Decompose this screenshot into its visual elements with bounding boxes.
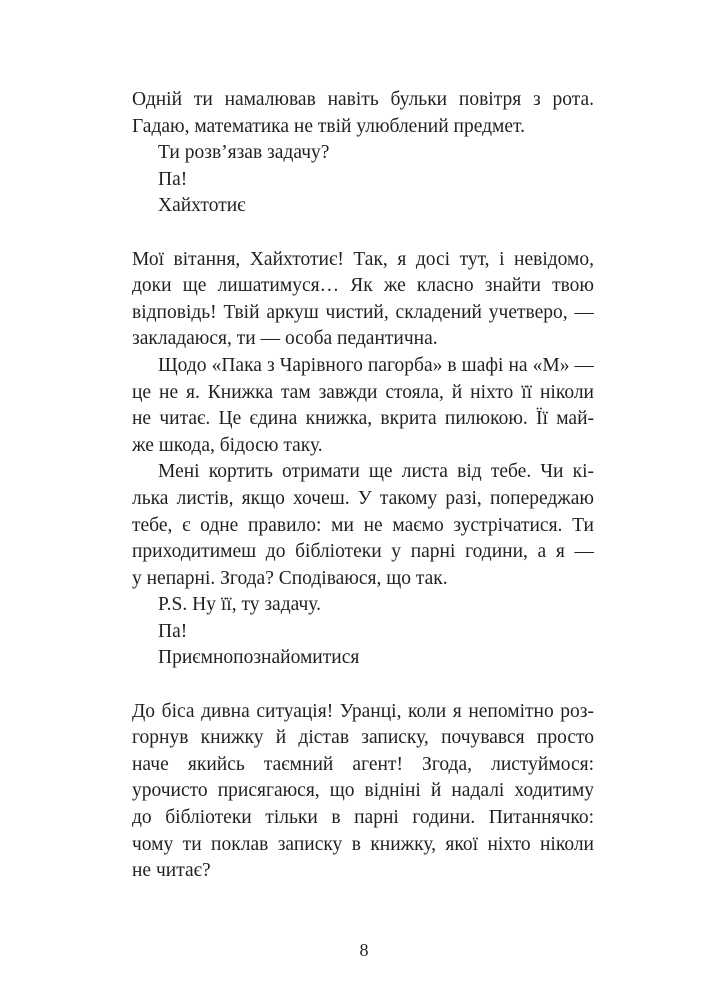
text-block xyxy=(132,699,594,885)
text-line: це не я. Книжка там завжди стояла, й ніхто її ніколи xyxy=(132,381,594,403)
text-line: лька листів, якщо хочеш. У такому разі, попереджаю xyxy=(132,487,594,509)
text-block xyxy=(132,87,594,220)
text-line: Мені кортить отримати ще листа від тебе. Чи кі- xyxy=(158,461,594,483)
page-number: 8 xyxy=(359,940,369,960)
text-line: Хайхтотиє xyxy=(158,195,246,217)
text-line: До біса дивна ситуація! Уранці, коли я непомітно роз- xyxy=(132,700,594,722)
text-line: Гадаю, математика не твій улюблений предмет. xyxy=(132,115,525,137)
text-line: P.S. Ну її, ту задачу. xyxy=(158,594,321,616)
text-line: Па! xyxy=(158,620,188,642)
text-line: відповідь! Твій аркуш чистий, складений учетверо, — xyxy=(132,301,594,323)
text-line: тебе, є одне правило: ми не маємо зустрічатися. Ти xyxy=(132,514,594,536)
text-line: доки ще лишатимуся… Як же класно знайти твою xyxy=(132,275,594,297)
page-body-text xyxy=(132,87,594,911)
text-line: не читає. Це єдина книжка, вкрита пилюкою. Її май- xyxy=(132,408,594,430)
text-line: же шкода, бідосю таку. xyxy=(132,434,323,456)
text-line: не читає? xyxy=(132,860,211,882)
text-line: приходитимеш до бібліотеки у парні години, а я — xyxy=(132,541,594,563)
text-line: горнув книжку й дістав записку, почувався просто xyxy=(132,727,594,749)
text-line: до бібліотеки тільки в парні години. Питаннячко: xyxy=(132,807,594,829)
text-line: чому ти поклав записку в книжку, якої ніхто ніколи xyxy=(132,833,594,855)
text-line: Приємнопознайомитися xyxy=(158,647,360,669)
text-line: Мої вітання, Хайхтотиє! Так, я досі тут, і невідомо, xyxy=(132,248,594,270)
text-line: Па! xyxy=(158,168,188,190)
text-line: у непарні. Згода? Сподіваюся, що так. xyxy=(132,567,448,589)
text-block xyxy=(132,247,594,673)
text-line: закладаюся, ти — особа педантична. xyxy=(132,328,438,350)
text-line: урочисто присягаюся, що відніні й надалі ходитиму xyxy=(132,780,594,802)
text-line: Одній ти намалював навіть бульки повітря з рота. xyxy=(132,89,594,110)
text-line: наче якийсь таємний агент! Згода, листуймося: xyxy=(132,753,594,775)
text-line: Щодо «Пака з Чарівного пагорба» в шафі на «М» — xyxy=(158,354,594,376)
text-line: Ти розв’язав задачу? xyxy=(158,142,330,164)
